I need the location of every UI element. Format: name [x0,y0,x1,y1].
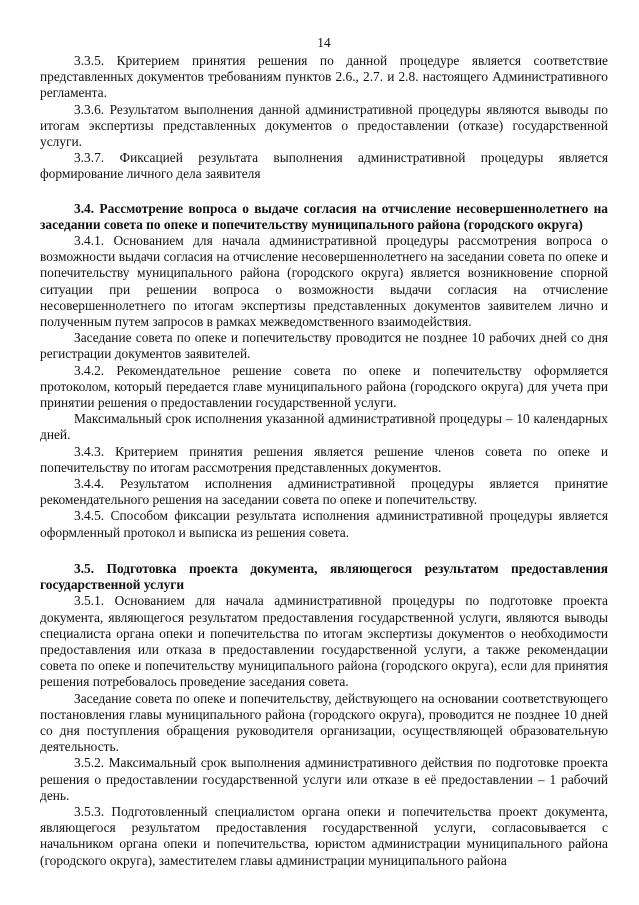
paragraph-council-session: Заседание совета по опеке и попечительству, действующего на основании соответствующего постановления главы муниципального района (городского округа), проводится не позднее 10 дней со дня поступления обращения руководителя организации, осуществляющей образовательную деятельность. [40,690,608,755]
paragraph-3-3-7: 3.3.7. Фиксацией результата выполнения административной процедуры является формирование личного дела заявителя [40,150,608,182]
paragraph-3-5-3: 3.5.3. Подготовленный специалистом органа опеки и попечительства проект документа, являющегося результатом предоставления государственной услуги, согласовывается с начальником органа опеки и попечительства, юристом администрации муниципального района (городского округа), заместителем главы администрации муниципального района [40,803,608,868]
paragraph-3-4-3: 3.4.3. Критерием принятия решения является решение членов совета по опеке и попечительству по итогам рассмотрения представленных документов. [40,443,608,475]
paragraph-3-3-6: 3.3.6. Результатом выполнения данной административной процедуры являются выводы по итогам экспертизы представленных документов о предоставлении (отказе) государственной услуги. [40,101,608,150]
spacer [40,541,608,561]
paragraph-3-4-2: 3.4.2. Рекомендательное решение совета по опеке и попечительству оформляется протоколом, который передается главе муниципального района (городского округа) для учета при принятии решения о предоставлении государственной услуги. [40,362,608,411]
paragraph-3-5-2: 3.5.2. Максимальный срок выполнения административного действия по подготовке проекта решения о предоставлении государственной услуги или отказе в её предоставлении – 1 рабочий день. [40,755,608,803]
paragraph-3-3-5: 3.3.5. Критерием принятия решения по данной процедуре является соответствие представленных документов требованиям пунктов 2.6., 2.7. и 2.8. настоящего Административного регламента. [40,53,608,101]
paragraph-3-4-1: 3.4.1. Основанием для начала административной процедуры рассмотрения вопроса о возможности выдачи согласия на отчисление несовершеннолетнего на заседании совета по опеке и попечительству муниципального района (городского округа) является возникновение спорной ситуации при решении вопроса о возможности выдачи согласия на отчисление несовершеннолетнего по итогам экспертизы представленных документов заявителем лично и полученным путем запросов в рамках межведомственного взаимодействия. [40,233,608,330]
paragraph-3-5-1: 3.5.1. Основанием для начала административной процедуры по подготовке проекта документа, являющегося результатом предоставления государственной услуги, являются выводы специалиста органа опеки и попечительства по итогам экспертизы документов о необходимости предоставления или отказа в предоставлении государственной услуги, а также рекомендации совета по опеке и попечительству муниципального района (городского округа), если для принятия решения потребовалось проведение заседания совета. [40,593,608,690]
paragraph-council-meeting-deadline: Заседание совета по опеке и попечительству проводится не позднее 10 рабочих дней со дня регистрации документов заявителей. [40,330,608,362]
paragraph-max-term: Максимальный срок исполнения указанной административной процедуры – 10 календарных дней. [40,411,608,443]
paragraph-3-4-5: 3.4.5. Способом фиксации результата исполнения административной процедуры является оформленный протокол и выписка из решения совета. [40,508,608,540]
spacer [40,183,608,201]
page-number: 14 [317,35,331,50]
document-page [40,0,608,869]
section-heading-3-5: 3.5. Подготовка проекта документа, являющегося результатом предоставления государственной услуги [40,560,608,593]
section-heading-3-4: 3.4. Рассмотрение вопроса о выдаче согласия на отчисление несовершеннолетнего на заседании совета по опеке и попечительству муниципального района (городского округа) [40,200,608,232]
paragraph-3-4-4: 3.4.4. Результатом исполнения административной процедуры является принятие рекомендательного решения на заседании совета по опеке и попечительству. [40,476,608,508]
